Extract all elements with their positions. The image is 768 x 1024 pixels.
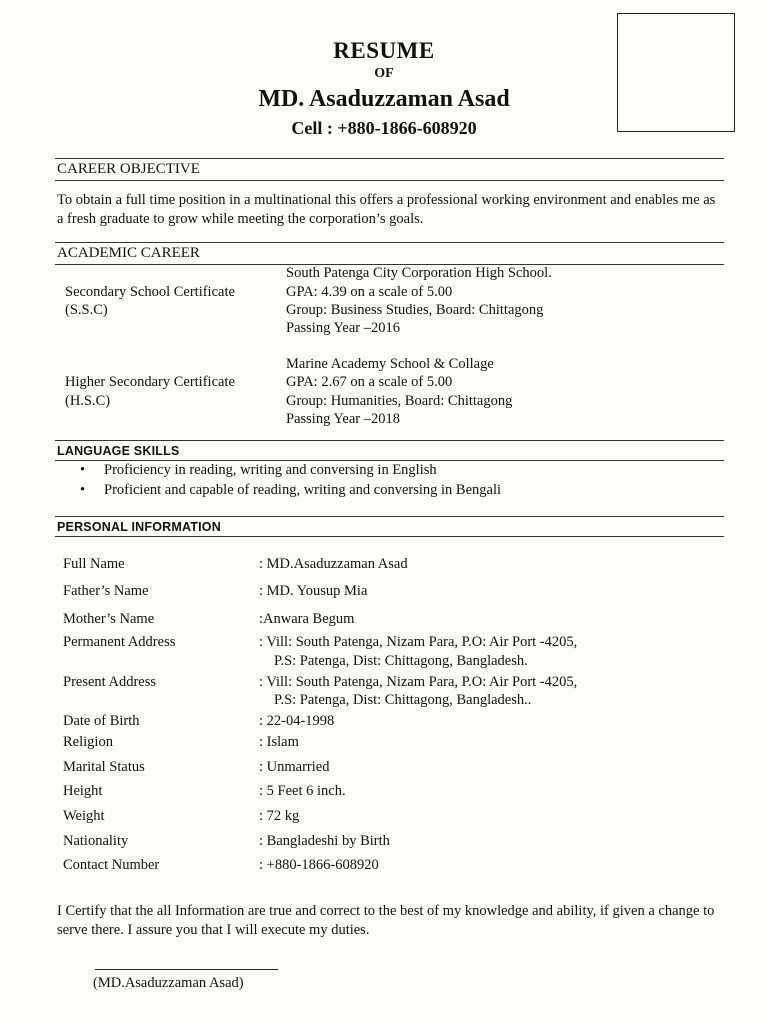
ssc-cert-abbrev: (S.S.C)	[65, 302, 108, 318]
ssc-year: Passing Year –2016	[286, 320, 400, 336]
personal-value-height: : 5 Feet 6 inch.	[259, 783, 346, 799]
personal-value-mother: :Anwara Begum	[259, 611, 355, 627]
personal-label-full-name: Full Name	[63, 556, 125, 572]
personal-label-contact: Contact Number	[63, 857, 160, 873]
hsc-institution: Marine Academy School & Collage	[286, 356, 494, 372]
hsc-cert-abbrev: (H.S.C)	[65, 393, 111, 409]
title-of: OF	[374, 66, 394, 81]
personal-label-marital: Marital Status	[63, 759, 145, 775]
hsc-year: Passing Year –2018	[286, 411, 400, 427]
personal-value-weight: : 72 kg	[259, 808, 300, 824]
career-objective-text: To obtain a full time position in a multinational this offers a professional working environment and enables me as a fresh graduate to grow while meeting the corporation’s goals.	[57, 192, 716, 227]
ssc-institution: South Patenga City Corporation High School.	[286, 265, 552, 281]
personal-label-dob: Date of Birth	[63, 713, 140, 729]
personal-value-permanent-address: : Vill: South Patenga, Nizam Para, P.O: Air Port -4205,	[259, 634, 578, 650]
personal-label-religion: Religion	[63, 734, 113, 750]
hsc-gpa: GPA: 2.67 on a scale of 5.00	[286, 374, 453, 390]
divider	[55, 242, 724, 243]
cell-number: Cell : +880-1866-608920	[291, 118, 477, 138]
personal-label-permanent-address: Permanent Address	[63, 634, 176, 650]
personal-value-full-name: : MD.Asaduzzaman Asad	[259, 556, 408, 572]
personal-value-father: : MD. Yousup Mia	[259, 583, 368, 599]
divider	[55, 180, 724, 181]
personal-value-contact: : +880-1866-608920	[259, 857, 379, 873]
section-heading-language-skills: LANGUAGE SKILLS	[57, 444, 180, 458]
signature-name: (MD.Asaduzzaman Asad)	[93, 975, 244, 991]
personal-label-father: Father’s Name	[63, 583, 149, 599]
bullet-icon: •	[80, 482, 86, 498]
document-title: RESUME	[333, 38, 435, 63]
hsc-cert-label: Higher Secondary Certificate	[65, 374, 235, 390]
personal-value-nationality: : Bangladeshi by Birth	[259, 833, 390, 849]
ssc-gpa: GPA: 4.39 on a scale of 5.00	[286, 284, 453, 300]
divider	[55, 158, 724, 159]
hsc-group: Group: Humanities, Board: Chittagong	[286, 393, 513, 409]
bullet-icon: •	[80, 462, 86, 478]
personal-value-present-address-line2: P.S: Patenga, Dist: Chittagong, Bangladesh..	[274, 692, 532, 708]
language-list-item: • Proficiency in reading, writing and conversing in English	[80, 462, 437, 478]
section-heading-academic-career: ACADEMIC CAREER	[57, 245, 200, 261]
personal-label-height: Height	[63, 783, 103, 799]
personal-value-present-address: : Vill: South Patenga, Nizam Para, P.O: Air Port -4205,	[259, 674, 578, 690]
personal-value-dob: : 22-04-1998	[259, 713, 335, 729]
divider	[55, 536, 724, 537]
personal-label-mother: Mother’s Name	[63, 611, 155, 627]
personal-label-present-address: Present Address	[63, 674, 157, 690]
personal-value-permanent-address-line2: P.S: Patenga, Dist: Chittagong, Bangladesh.	[274, 653, 528, 669]
ssc-cert-label: Secondary School Certificate	[65, 284, 235, 300]
candidate-name: MD. Asaduzzaman Asad	[258, 86, 510, 112]
language-list-item: • Proficient and capable of reading, writing and conversing in Bengali	[80, 482, 502, 498]
section-heading-personal-information: PERSONAL INFORMATION	[57, 520, 221, 534]
personal-value-religion: : Islam	[259, 734, 299, 750]
divider	[55, 516, 724, 517]
signature-line	[95, 969, 278, 970]
personal-value-marital: : Unmarried	[259, 759, 330, 775]
section-heading-career-objective: CAREER OBJECTIVE	[57, 161, 200, 177]
personal-label-nationality: Nationality	[63, 833, 129, 849]
ssc-group: Group: Business Studies, Board: Chittagong	[286, 302, 544, 318]
personal-label-weight: Weight	[63, 808, 105, 824]
divider	[55, 460, 724, 461]
divider	[55, 440, 724, 441]
certification-text: I Certify that the all Information are true and correct to the best of my knowledge and ability, if given a change to serve there. I assure you that I will execute my duties.	[57, 903, 715, 938]
